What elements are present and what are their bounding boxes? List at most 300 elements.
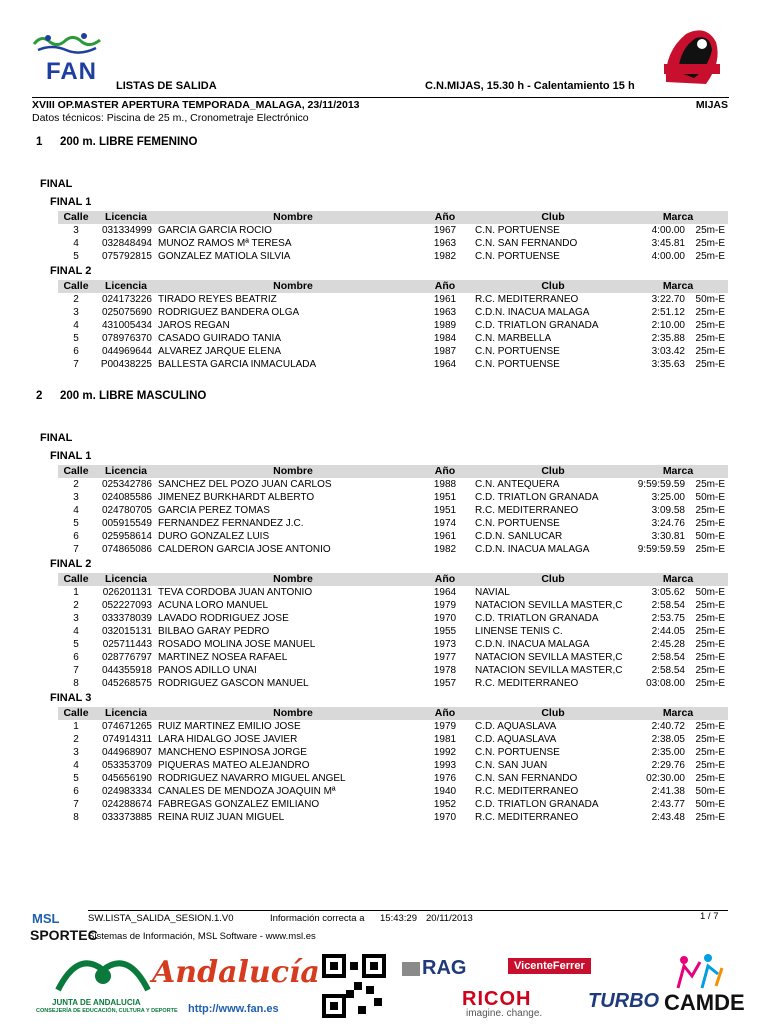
cell-license: 074865086 <box>101 544 152 555</box>
cell-name: CANALES DE MENDOZA JOAQUIN Mª <box>158 786 336 797</box>
msl-logo <box>32 910 59 928</box>
heat-label: FINAL 1 <box>50 450 92 462</box>
cell-time: 2:40.72 <box>651 721 685 732</box>
cell-year: 1979 <box>433 600 457 611</box>
cell-year: 1992 <box>433 747 457 758</box>
cell-time: 03:08.00 <box>646 678 685 689</box>
cell-time: 4:00.00 <box>651 251 685 262</box>
cell-name: PANOS ADILLO UNAI <box>158 665 257 676</box>
cell-lane: 5 <box>73 639 79 650</box>
session-info: C.N.MIJAS, 15.30 h - Calentamiento 15 h <box>425 80 635 92</box>
page-number: 1 / 7 <box>700 911 719 922</box>
cell-name: TIRADO REYES BEATRIZ <box>158 294 277 305</box>
cell-time: 2:35.00 <box>651 747 685 758</box>
cell-club: C.D. AQUASLAVA <box>475 721 557 732</box>
camde-figure-icon <box>672 952 728 995</box>
competition-title: XVIII OP.MASTER APERTURA TEMPORADA_MALAGA, 23/11/2013 <box>32 99 360 111</box>
cell-club: NATACION SEVILLA MASTER,C <box>475 600 623 611</box>
cell-pool: 25m-E <box>695 251 725 262</box>
cell-lane: 8 <box>73 812 79 823</box>
cell-license: 025342786 <box>101 479 152 490</box>
cell-license: 045268575 <box>101 678 152 689</box>
cell-lane: 2 <box>73 734 79 745</box>
cell-time: 9:59:59.59 <box>637 544 685 555</box>
table-row <box>58 638 728 651</box>
cell-license: 074671265 <box>101 721 152 732</box>
cell-name: LARA HIDALGO JOSE JAVIER <box>158 734 298 745</box>
column-header-marca: Marca <box>662 465 694 477</box>
cell-club: R.C. MEDITERRANEO <box>475 294 579 305</box>
cell-lane: 3 <box>73 307 79 318</box>
cell-license: 033378039 <box>101 613 152 624</box>
cell-name: GARCIA GARCIA ROCIO <box>158 225 272 236</box>
cell-time: 3:03.42 <box>651 346 685 357</box>
cell-pool: 25m-E <box>695 225 725 236</box>
cell-pool: 25m-E <box>695 652 725 663</box>
cell-club: C.D. TRIATLON GRANADA <box>475 320 599 331</box>
cell-name: SANCHEZ DEL POZO JUAN CARLOS <box>158 479 332 490</box>
cell-pool: 50m-E <box>695 492 725 503</box>
cell-name: PIQUERAS MATEO ALEJANDRO <box>158 760 310 771</box>
cell-club: C.N. PORTUENSE <box>475 251 560 262</box>
cell-time: 2:29.76 <box>651 760 685 771</box>
table-row <box>58 677 728 690</box>
cell-name: JAROS REGAN <box>158 320 230 331</box>
cell-club: C.N. PORTUENSE <box>475 747 560 758</box>
cell-pool: 25m-E <box>695 760 725 771</box>
table-row <box>58 586 728 599</box>
cell-time: 3:25.00 <box>651 492 685 503</box>
table-row <box>58 625 728 638</box>
cell-year: 1982 <box>433 544 457 555</box>
cell-time: 2:53.75 <box>651 613 685 624</box>
cell-pool: 25m-E <box>695 773 725 784</box>
cell-license: 026201131 <box>102 587 152 598</box>
cell-club: C.D.N. INACUA MALAGA <box>475 639 590 650</box>
table-row <box>58 530 728 543</box>
andalucia-logo: Andalucía <box>152 955 320 990</box>
cell-club: C.D. TRIATLON GRANADA <box>475 613 599 624</box>
column-header-club: Club <box>541 465 565 477</box>
cell-year: 1973 <box>433 639 457 650</box>
table-row <box>58 733 728 746</box>
cell-pool: 50m-E <box>695 799 725 810</box>
table-row <box>58 224 728 237</box>
cell-name: RODRIGUEZ BANDERA OLGA <box>158 307 300 318</box>
cell-name: RODRIGUEZ GASCON MANUEL <box>158 678 309 689</box>
column-header-club: Club <box>541 707 565 719</box>
junta-andalucia-logo: JUNTA DE ANDALUCIA CONSEJERÍA DE EDUCACIÓN, CULTURA Y DEPORTE <box>30 950 170 1020</box>
cell-year: 1970 <box>433 812 457 823</box>
heat-label: FINAL 1 <box>50 196 92 208</box>
cell-lane: 7 <box>73 544 79 555</box>
cell-license: 032015131 <box>101 626 152 637</box>
event-number: 2 <box>36 390 43 402</box>
cell-license: 078976370 <box>101 333 152 344</box>
table-row <box>58 504 728 517</box>
cell-time: 2:43.77 <box>651 799 685 810</box>
table-row <box>58 798 728 811</box>
cell-year: 1984 <box>433 333 457 344</box>
table-row <box>58 306 728 319</box>
table-row <box>58 746 728 759</box>
cell-club: NAVIAL <box>475 587 510 598</box>
cell-lane: 6 <box>73 786 79 797</box>
cell-pool: 25m-E <box>695 238 725 249</box>
column-header-calle: Calle <box>63 280 89 292</box>
header-divider <box>32 97 729 98</box>
cell-time: 2:51.12 <box>651 307 685 318</box>
cell-license: 025958614 <box>101 531 152 542</box>
cell-year: 1974 <box>433 518 457 529</box>
vicente-ferrer-logo: VicenteFerrer <box>508 958 591 974</box>
column-header-nombre: Nombre <box>273 707 313 719</box>
table-row <box>58 651 728 664</box>
cell-lane: 6 <box>73 346 79 357</box>
column-header-anio: Año <box>434 465 456 477</box>
cell-lane: 3 <box>73 492 79 503</box>
cell-name: ALVAREZ JARQUE ELENA <box>158 346 281 357</box>
column-header-anio: Año <box>434 280 456 292</box>
cell-year: 1976 <box>433 773 457 784</box>
cell-name: REINA RUIZ JUAN MIGUEL <box>158 812 285 823</box>
cell-name: FABREGAS GONZALEZ EMILIANO <box>158 799 320 810</box>
cell-lane: 2 <box>73 600 79 611</box>
cell-time: 2:44.05 <box>651 626 685 637</box>
cell-year: 1955 <box>433 626 457 637</box>
cell-name: TEVA CORDOBA JUAN ANTONIO <box>158 587 313 598</box>
cell-lane: 5 <box>73 773 79 784</box>
cell-license: 025075690 <box>101 307 152 318</box>
column-header-calle: Calle <box>63 465 89 477</box>
cell-license: P00438225 <box>100 359 152 370</box>
cell-year: 1981 <box>433 734 457 745</box>
cell-pool: 25m-E <box>695 812 725 823</box>
cell-year: 1988 <box>433 479 457 490</box>
cell-license: 028776797 <box>101 652 152 663</box>
qr-code[interactable] <box>322 954 386 1018</box>
table-row <box>58 543 728 556</box>
cell-license: 032848494 <box>101 238 152 249</box>
column-header-marca: Marca <box>662 573 694 585</box>
fan-logo-text: FAN <box>46 58 97 85</box>
systems-info: Sistemas de Información, MSL Software - www.msl.es <box>88 931 316 942</box>
table-header <box>58 573 728 586</box>
cell-license: 024983334 <box>101 786 152 797</box>
cell-name: DURO GONZALEZ LUIS <box>158 531 270 542</box>
cell-time: 2:45.28 <box>651 639 685 650</box>
column-header-nombre: Nombre <box>273 465 313 477</box>
cell-year: 1964 <box>433 359 457 370</box>
round-label: FINAL <box>40 178 73 190</box>
ricoh-logo: RICOH <box>462 988 532 1010</box>
cell-pool: 25m-E <box>695 320 725 331</box>
cell-lane: 1 <box>73 587 79 598</box>
rag-logo: RAG <box>402 957 466 980</box>
cell-license: 033373885 <box>101 812 152 823</box>
cell-time: 3:22.70 <box>651 294 685 305</box>
cell-pool: 25m-E <box>695 613 725 624</box>
table-header <box>58 280 728 293</box>
cell-license: 024288674 <box>101 799 152 810</box>
cell-club: R.C. MEDITERRANEO <box>475 678 579 689</box>
event-title: 200 m. LIBRE MASCULINO <box>60 390 207 402</box>
cell-lane: 3 <box>73 747 79 758</box>
fan-logo <box>32 30 102 90</box>
column-header-nombre: Nombre <box>273 211 313 223</box>
table-row <box>58 720 728 733</box>
fan-url: http://www.fan.es <box>188 1003 279 1015</box>
cell-club: C.D.N. SANLUCAR <box>475 531 563 542</box>
cell-license: 075792815 <box>101 251 152 262</box>
table-row <box>58 293 728 306</box>
cell-year: 1982 <box>433 251 457 262</box>
table-row <box>58 237 728 250</box>
cell-club: C.N. PORTUENSE <box>475 225 560 236</box>
cell-year: 1940 <box>433 786 457 797</box>
cell-pool: 25m-E <box>695 678 725 689</box>
cell-year: 1989 <box>433 320 457 331</box>
cell-year: 1961 <box>433 531 457 542</box>
swimmer-icon <box>32 30 102 60</box>
cell-pool: 25m-E <box>695 665 725 676</box>
cell-year: 1963 <box>433 307 457 318</box>
cell-pool: 25m-E <box>695 359 725 370</box>
cell-license: 024780705 <box>101 505 152 516</box>
cell-pool: 25m-E <box>695 346 725 357</box>
cell-club: C.N. ANTEQUERA <box>475 479 560 490</box>
cell-name: MANCHENO ESPINOSA JORGE <box>158 747 307 758</box>
cell-club: C.N. PORTUENSE <box>475 346 560 357</box>
column-header-nombre: Nombre <box>273 573 313 585</box>
cell-license: 431005434 <box>101 320 152 331</box>
cell-year: 1964 <box>433 587 457 598</box>
cell-lane: 4 <box>73 760 79 771</box>
cell-license: 074914311 <box>102 734 152 745</box>
cell-club: C.D. TRIATLON GRANADA <box>475 492 599 503</box>
cell-pool: 25m-E <box>695 734 725 745</box>
cell-name: RODRIGUEZ NAVARRO MIGUEL ANGEL <box>158 773 346 784</box>
cell-year: 1993 <box>433 760 457 771</box>
column-header-calle: Calle <box>63 573 89 585</box>
table-row <box>58 250 728 263</box>
sportec-logo: SPORTEC <box>30 927 98 943</box>
cell-license: 025711443 <box>102 639 152 650</box>
cell-pool: 25m-E <box>695 518 725 529</box>
cell-pool: 50m-E <box>695 786 725 797</box>
table-row <box>58 319 728 332</box>
footer-divider <box>88 910 728 911</box>
cell-license: 031334999 <box>101 225 152 236</box>
msl-logo-text: MSL <box>32 911 60 926</box>
ricoh-tagline: imagine. change. <box>466 1008 543 1019</box>
cell-club: R.C. MEDITERRANEO <box>475 812 579 823</box>
column-header-marca: Marca <box>662 707 694 719</box>
cell-year: 1957 <box>433 678 457 689</box>
table-row <box>58 345 728 358</box>
cell-name: CALDERON GARCIA JOSE ANTONIO <box>158 544 331 555</box>
table-row <box>58 478 728 491</box>
cell-time: 3:30.81 <box>651 531 685 542</box>
cell-pool: 25m-E <box>695 479 725 490</box>
cell-year: 1961 <box>433 294 457 305</box>
cell-pool: 50m-E <box>695 294 725 305</box>
cell-club: C.D.N. INACUA MALAGA <box>475 307 590 318</box>
cell-name: FERNANDEZ FERNANDEZ J.C. <box>158 518 304 529</box>
column-header-marca: Marca <box>662 280 694 292</box>
cell-license: 024085586 <box>101 492 152 503</box>
table-header <box>58 211 728 224</box>
table-row <box>58 517 728 530</box>
cell-time: 2:35.88 <box>651 333 685 344</box>
cell-time: 2:38.05 <box>651 734 685 745</box>
cell-year: 1977 <box>433 652 457 663</box>
cell-license: 044355918 <box>101 665 152 676</box>
table-row <box>58 332 728 345</box>
cell-lane: 2 <box>73 479 79 490</box>
column-header-calle: Calle <box>63 211 89 223</box>
column-header-calle: Calle <box>63 707 89 719</box>
cell-club: C.D. AQUASLAVA <box>475 734 557 745</box>
cell-lane: 5 <box>73 333 79 344</box>
column-header-marca: Marca <box>662 211 694 223</box>
cell-pool: 25m-E <box>695 639 725 650</box>
cell-license: 045656190 <box>101 773 152 784</box>
cell-pool: 25m-E <box>695 626 725 637</box>
cell-time: 9:59:59.59 <box>637 479 685 490</box>
cell-time: 3:09.58 <box>651 505 685 516</box>
cell-name: LAVADO RODRIGUEZ JOSE <box>158 613 289 624</box>
cell-club: C.N. PORTUENSE <box>475 518 560 529</box>
cell-club: C.N. SAN JUAN <box>475 760 548 771</box>
cell-name: ROSADO MOLINA JOSE MANUEL <box>158 639 316 650</box>
tech-info: Datos técnicos: Piscina de 25 m., Cronometraje Electrónico <box>32 112 309 124</box>
cell-club: C.N. SAN FERNANDO <box>475 238 578 249</box>
info-label: Información correcta a <box>270 913 365 924</box>
cell-lane: 8 <box>73 678 79 689</box>
cell-license: 024173226 <box>101 294 152 305</box>
cell-club: C.D.N. INACUA MALAGA <box>475 544 590 555</box>
cell-pool: 25m-E <box>695 721 725 732</box>
cell-year: 1970 <box>433 613 457 624</box>
cell-license: 053353709 <box>101 760 152 771</box>
table-row <box>58 491 728 504</box>
cell-name: MARTINEZ NOSEA RAFAEL <box>158 652 288 663</box>
table-row <box>58 785 728 798</box>
cell-lane: 6 <box>73 531 79 542</box>
cell-lane: 1 <box>73 721 79 732</box>
cell-pool: 25m-E <box>695 747 725 758</box>
event-number: 1 <box>36 136 43 148</box>
cell-time: 2:43.48 <box>651 812 685 823</box>
cell-time: 02:30.00 <box>646 773 685 784</box>
table-header <box>58 707 728 720</box>
column-header-club: Club <box>541 280 565 292</box>
column-header-licencia: Licencia <box>104 211 148 223</box>
cell-pool: 25m-E <box>695 544 725 555</box>
cell-club: C.N. MARBELLA <box>475 333 552 344</box>
info-time: 15:43:29 <box>380 913 417 924</box>
table-row <box>58 759 728 772</box>
cell-time: 3:45.81 <box>651 238 685 249</box>
heat-label: FINAL 3 <box>50 692 92 704</box>
column-header-licencia: Licencia <box>104 280 148 292</box>
column-header-anio: Año <box>434 707 456 719</box>
cell-pool: 25m-E <box>695 600 725 611</box>
cell-club: C.N. PORTUENSE <box>475 359 560 370</box>
column-header-anio: Año <box>434 211 456 223</box>
cell-lane: 5 <box>73 518 79 529</box>
report-id: SW.LISTA_SALIDA_SESION.1.V0 <box>88 913 234 924</box>
cell-club: LINENSE TENIS C. <box>475 626 563 637</box>
cell-year: 1963 <box>433 238 457 249</box>
cell-pool: 50m-E <box>695 531 725 542</box>
cell-year: 1979 <box>433 721 457 732</box>
cell-pool: 25m-E <box>695 307 725 318</box>
cell-license: 052227093 <box>101 600 152 611</box>
column-header-licencia: Licencia <box>104 573 148 585</box>
cell-club: R.C. MEDITERRANEO <box>475 505 579 516</box>
cell-lane: 6 <box>73 652 79 663</box>
cell-year: 1951 <box>433 492 457 503</box>
cell-club: NATACION SEVILLA MASTER,C <box>475 665 623 676</box>
table-row <box>58 772 728 785</box>
cell-license: 044969644 <box>101 346 152 357</box>
cell-club: C.N. SAN FERNANDO <box>475 773 578 784</box>
cell-lane: 2 <box>73 294 79 305</box>
mijas-logo <box>656 22 728 92</box>
cell-lane: 4 <box>73 626 79 637</box>
doc-type: LISTAS DE SALIDA <box>116 80 217 92</box>
cell-name: ACUNA LORO MANUEL <box>158 600 269 611</box>
cell-lane: 4 <box>73 505 79 516</box>
table-row <box>58 358 728 371</box>
info-date: 20/11/2013 <box>426 913 473 924</box>
cell-license: 005915549 <box>101 518 152 529</box>
round-label: FINAL <box>40 432 73 444</box>
column-header-anio: Año <box>434 573 456 585</box>
column-header-nombre: Nombre <box>273 280 313 292</box>
cell-time: 2:10.00 <box>651 320 685 331</box>
cell-lane: 7 <box>73 359 79 370</box>
heat-label: FINAL 2 <box>50 265 92 277</box>
cell-pool: 50m-E <box>695 587 725 598</box>
cell-name: GONZALEZ MATIOLA SILVIA <box>158 251 291 262</box>
event-title: 200 m. LIBRE FEMENINO <box>60 136 198 148</box>
column-header-club: Club <box>541 211 565 223</box>
cell-time: 2:58.54 <box>651 665 685 676</box>
venue: MIJAS <box>695 99 728 111</box>
table-header <box>58 465 728 478</box>
heat-label: FINAL 2 <box>50 558 92 570</box>
cell-lane: 3 <box>73 225 79 236</box>
cell-time: 3:24.76 <box>651 518 685 529</box>
cell-name: RUIZ MARTINEZ EMILIO JOSE <box>158 721 301 732</box>
cell-time: 2:58.54 <box>651 652 685 663</box>
column-header-licencia: Licencia <box>104 465 148 477</box>
cell-year: 1987 <box>433 346 457 357</box>
table-row <box>58 612 728 625</box>
cell-club: C.D. TRIATLON GRANADA <box>475 799 599 810</box>
cell-name: JIMENEZ BURKHARDT ALBERTO <box>158 492 315 503</box>
cell-lane: 3 <box>73 613 79 624</box>
cell-pool: 25m-E <box>695 333 725 344</box>
cell-lane: 7 <box>73 799 79 810</box>
turbo-logo: TURBO <box>588 990 660 1012</box>
table-row <box>58 664 728 677</box>
cell-year: 1978 <box>433 665 457 676</box>
cell-lane: 7 <box>73 665 79 676</box>
